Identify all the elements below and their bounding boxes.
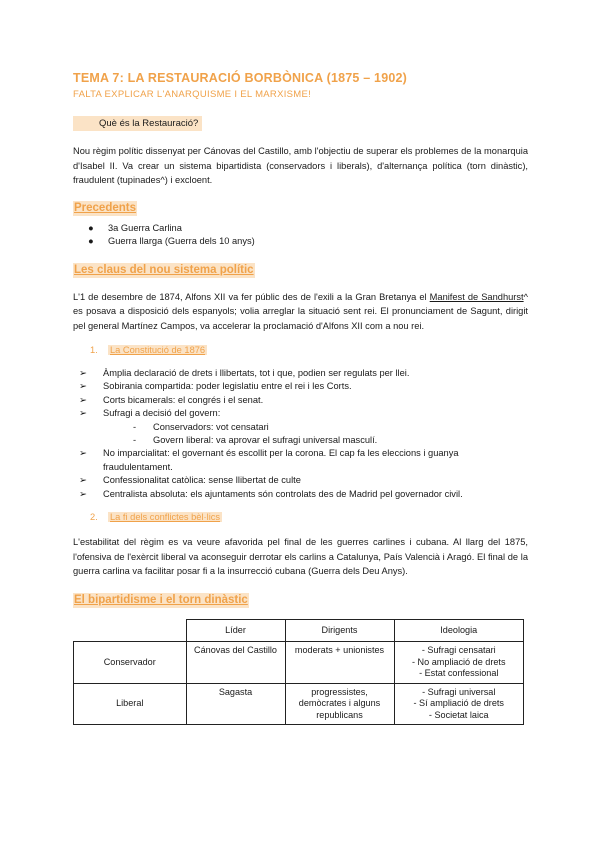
party-leaders: progressistes, demòcrates i alguns republicans [285, 683, 394, 725]
dash-icon: - [133, 421, 137, 432]
party-leaders: moderats + unionistes [285, 642, 394, 684]
column-header: Dirigents [285, 619, 394, 642]
list-item: - Conservadors: vot censatari [133, 421, 528, 434]
page-subtitle: FALTA EXPLICAR L'ANARQUISME I EL MARXISME! [73, 89, 312, 100]
list-item: ➢ Confessionalitat catòlica: sense llibertat de culte [79, 474, 528, 487]
bullet-icon: ● [88, 222, 94, 233]
sufragi-sublist [103, 421, 528, 448]
list-item: ● Guerra llarga (Guerra dels 10 anys) [88, 235, 528, 249]
question-heading: Què és la Restauració? [73, 116, 202, 131]
party-ideology: - Sufragi censatari - No ampliació de drets - Estat confessional [394, 642, 524, 684]
list-item: ➢ Corts bicamerals: el congrés i el senat. [79, 394, 528, 407]
column-header: Líder [186, 619, 285, 642]
list-item: ● 3a Guerra Carlina [88, 222, 528, 236]
party-name: Conservador [74, 642, 187, 684]
precedents-list [73, 222, 528, 249]
section-heading-bipartidisme: El bipartidisme i el torn dinàstic [74, 593, 248, 606]
party-leader: Cánovas del Castillo [186, 642, 285, 684]
section-heading-claus: Les claus del nou sistema polític [74, 263, 254, 276]
table-header-row [74, 619, 524, 642]
table-corner [74, 619, 187, 642]
document-page [73, 70, 528, 725]
table-row [74, 642, 524, 684]
dash-icon: - [133, 435, 137, 446]
constitucio-list [73, 367, 528, 501]
list-item: - Govern liberal: va aprovar el sufragi universal masculí. [133, 434, 528, 447]
claus-paragraph: L'1 de desembre de 1874, Alfons XII va fer públic des de l'exili a la Gran Bretanya el Manifest de Sandhurst^ es posava a disposició dels espanyols; volia arreglar la situació sent rei. El pronunciament de Sagunt, dirigit pel general Martínez Campos, va accelerar la proclamació d'Alfons XII com a nou rei. [73, 291, 528, 331]
intro-paragraph: Nou règim polític dissenyat per Cánovas del Castillo, amb l'objectiu de superar els problemes de la monarquia d'Isabel II. Va crear un sistema bipartidista (conservadors i liberals), d'alternança política (torn dinàstic), fraudulent (tupinades^) i excloent. [73, 146, 528, 185]
arrow-icon: ➢ [79, 368, 87, 378]
list-item: ➢ Sobirania compartida: poder legislatiu entre el rei i les Corts. [79, 380, 528, 393]
estabilitat-paragraph: L'estabilitat del règim es va veure afavorida pel final de les guerres carlines i cubana. Al llarg del 1875, l'ofensiva de l'exèrcit liberal va aconseguir derrotar els carlins a Catalunya, País Valencià i Aragó. El final de la guerra carlina va facilitar posar fi a la insurrecció cubana (Guerra dels Deu Anys). [73, 537, 528, 577]
subsection-fi-conflictes: 2. La fi dels conflictes bèl·lics [90, 512, 221, 523]
column-header: Ideologia [394, 619, 524, 642]
table-row [74, 683, 524, 725]
party-name: Liberal [74, 683, 187, 725]
bullet-icon: ● [88, 236, 94, 246]
list-item: ➢ Sufragi a decisió del govern: - Conservadors: vot censatari - Govern liberal: va aprovar el sufragi universal masculí. [79, 407, 528, 447]
subsection-constitucio: 1. La Constitució de 1876 [90, 345, 206, 355]
arrow-icon: ➢ [79, 381, 87, 392]
arrow-icon: ➢ [79, 448, 87, 459]
page-title: TEMA 7: LA RESTAURACIÓ BORBÒNICA (1875 – 1902) [73, 71, 408, 85]
arrow-icon: ➢ [79, 475, 87, 486]
party-leader: Sagasta [186, 683, 285, 725]
list-item: ➢ No imparcialitat: el governant és escollit per la corona. El cap fa les eleccions i guanya fraudulentament. [79, 448, 459, 472]
parties-table [73, 619, 524, 726]
arrow-icon: ➢ [79, 488, 87, 499]
arrow-icon: ➢ [79, 394, 87, 405]
list-item: ➢ Àmplia declaració de drets i llibertats, tot i que, podien ser regulats per llei. [79, 367, 528, 380]
arrow-icon: ➢ [79, 408, 87, 419]
manifest-link[interactable]: Manifest de Sandhurst [429, 291, 524, 302]
party-ideology: - Sufragi universal - Sí ampliació de drets - Societat laica [394, 683, 524, 725]
section-heading-precedents: Precedents [74, 201, 137, 214]
list-item: ➢ Centralista absoluta: els ajuntaments són controlats des de Madrid pel governador civil. [79, 488, 528, 501]
